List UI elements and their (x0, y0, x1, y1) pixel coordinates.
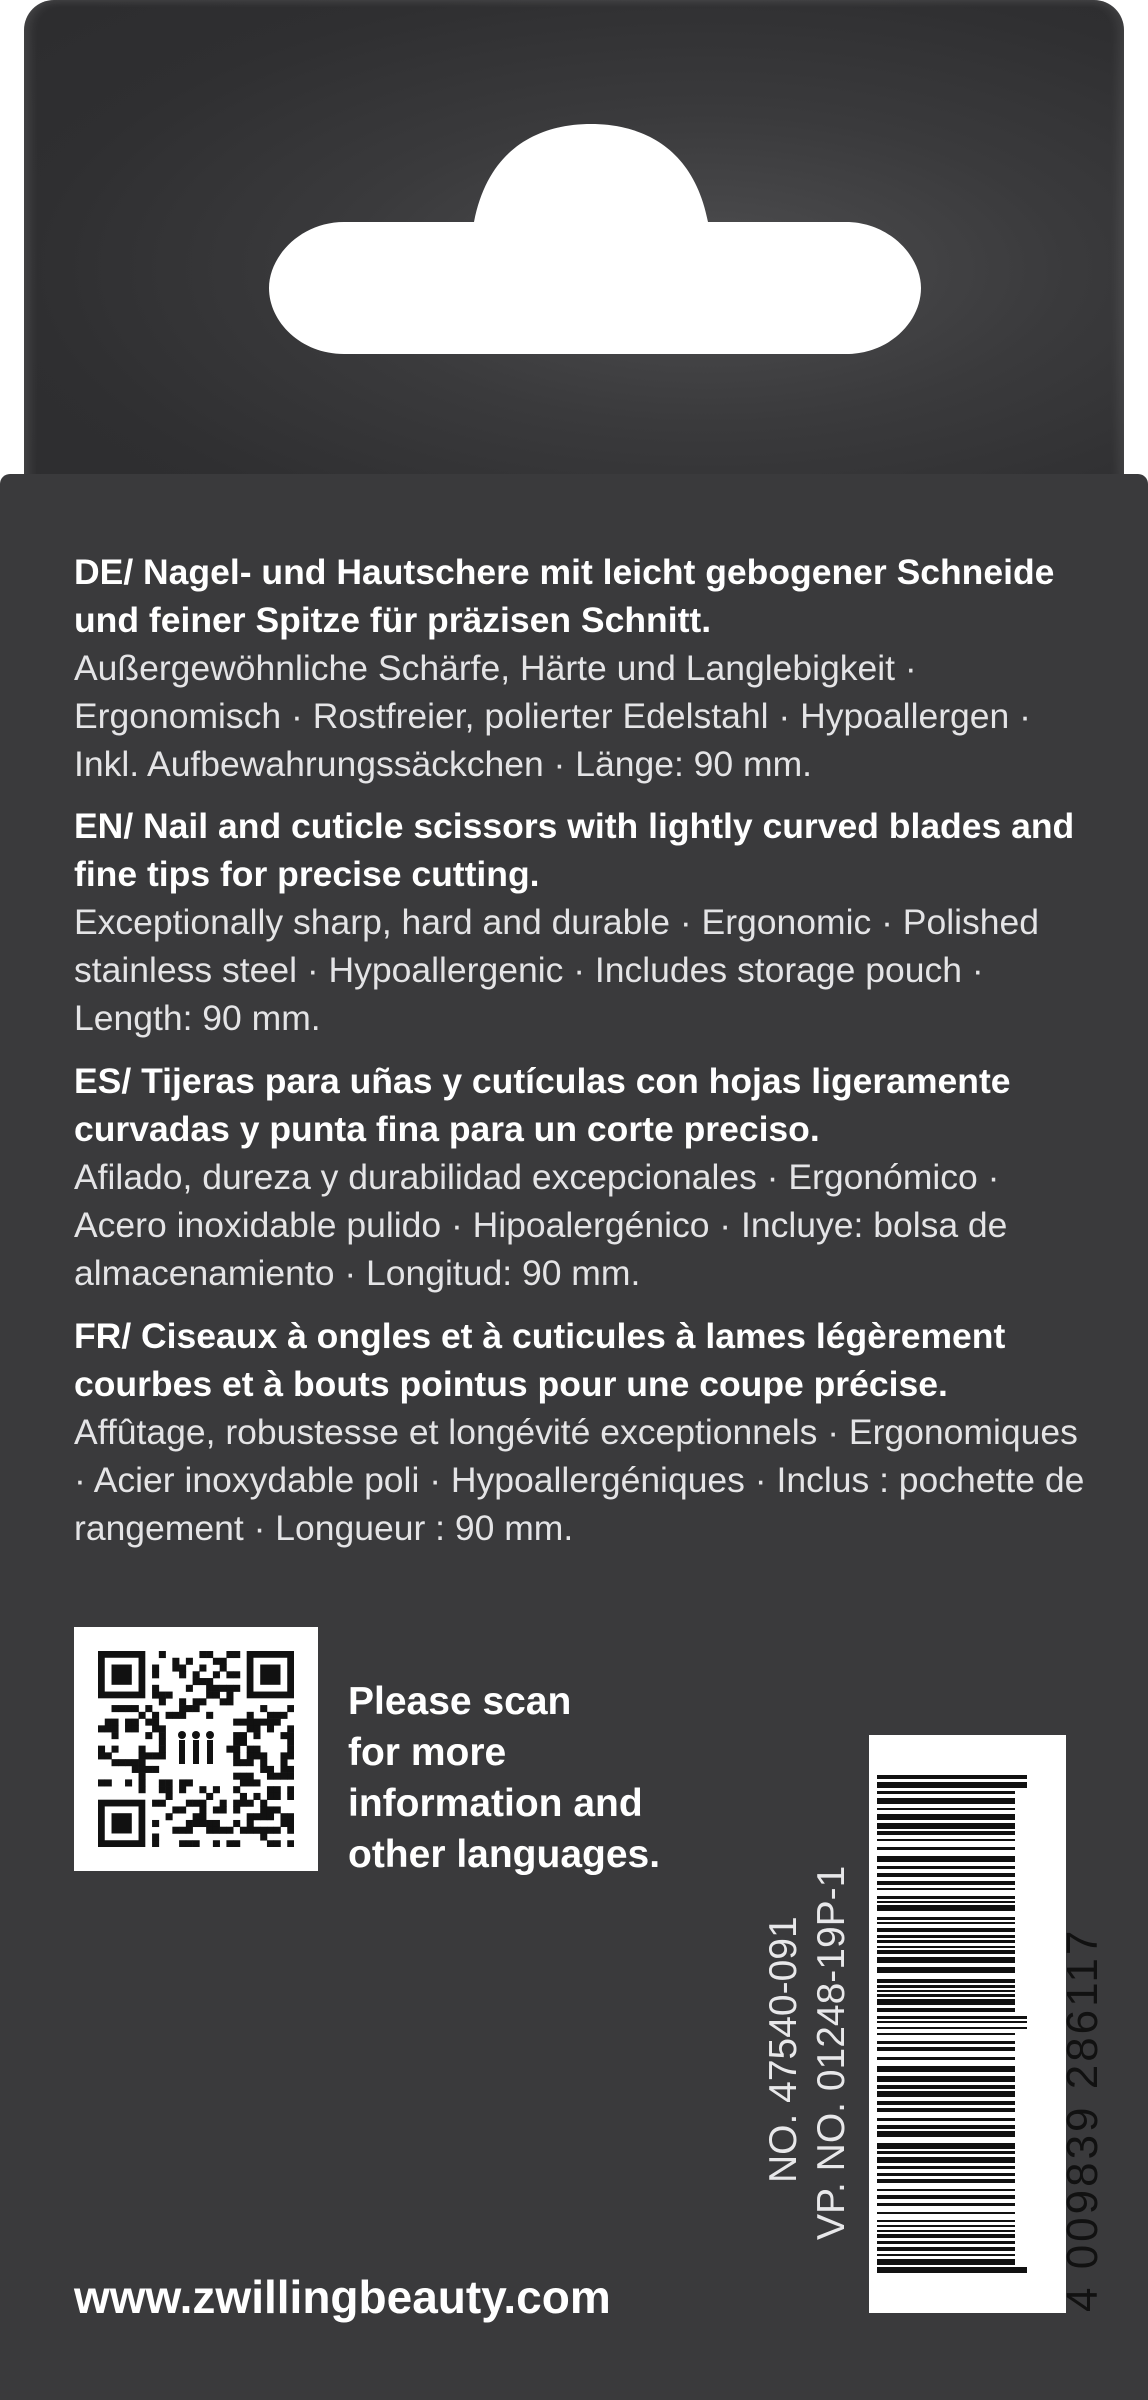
description-fr-body: Affûtage, robustesse et longévité exceptionnels · Ergonomiques · Acier inoxydable poli · Hypoallergéniques · Inclus : pochette de rangement · Longueur : 90 mm. (74, 1412, 1085, 1548)
barcode-icon (877, 1775, 1027, 2275)
scan-info-text: Please scan for more information and other languages. (348, 1680, 661, 1876)
description-de (74, 548, 1094, 788)
description-en (74, 802, 1094, 1042)
website-url[interactable]: www.zwillingbeauty.com (74, 2271, 611, 2323)
description-es (74, 1057, 1094, 1297)
vp-number: VP. NO. 01248-19P-1 (810, 1865, 853, 2240)
qr-code[interactable] (74, 1627, 318, 1871)
description-en-lead: EN/ Nail and cuticle scissors with lightly curved blades and fine tips for precise cutting. (74, 806, 1075, 894)
description-en-body: Exceptionally sharp, hard and durable · Ergonomic · Polished stainless steel · Hypoallergenic · Includes storage pouch · Length: 90 mm. (74, 902, 1039, 1038)
description-fr-lead: FR/ Ciseaux à ongles et à cuticules à lames légèrement courbes et à bouts pointus pour une coupe précise. (74, 1316, 1006, 1404)
twin-figures-logo-icon (178, 1731, 214, 1764)
description-de-body: Außergewöhnliche Schärfe, Härte und Langlebigkeit · Ergonomisch · Rostfreier, polierter Edelstahl · Hypoallergen · Inkl. Aufbewahrungssäckchen · Länge: 90 mm. (74, 648, 1031, 784)
description-de-lead: DE/ Nagel- und Hautschere mit leicht gebogener Schneide und feiner Spitze für präzisen Schnitt. (74, 552, 1055, 640)
article-number: NO. 47540-091 (762, 1916, 805, 2183)
description-es-body: Afilado, dureza y durabilidad excepcionales · Ergonómico · Acero inoxidable pulido · Hipoalergénico · Incluye: bolsa de almacenamiento · Longitud: 90 mm. (74, 1157, 1008, 1293)
barcode-digits: 4 009839 286117 (1058, 1927, 1107, 2312)
qr-code-icon (98, 1651, 294, 1847)
hang-hole (269, 124, 921, 354)
description-fr (74, 1312, 1094, 1552)
description-es-lead: ES/ Tijeras para uñas y cutículas con hojas ligeramente curvadas y punta fina para un corte preciso. (74, 1061, 1011, 1149)
barcode (869, 1735, 1066, 2313)
